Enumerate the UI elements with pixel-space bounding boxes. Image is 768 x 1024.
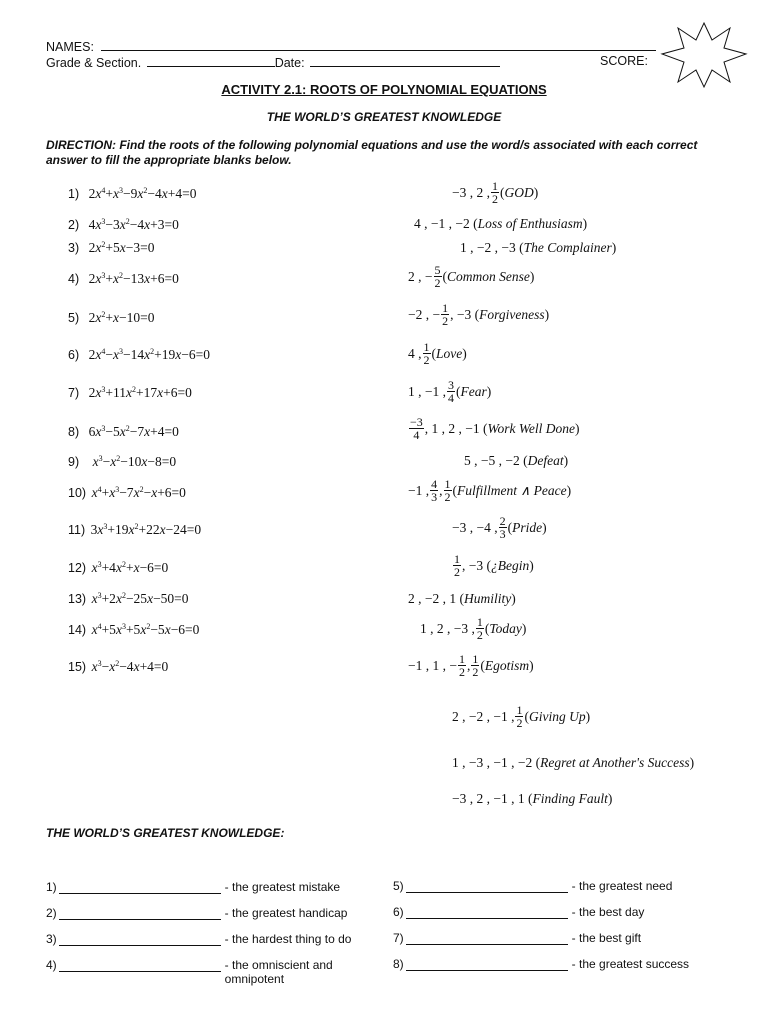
equation-text: $x^3-x^2-10x-8=0$ xyxy=(92,454,177,469)
answer-word: Defeat xyxy=(527,453,564,468)
equation-14 xyxy=(68,622,199,638)
equation-number: 13) xyxy=(68,592,87,606)
equation-3 xyxy=(68,240,154,256)
knowledge-blank-2[interactable] xyxy=(59,906,221,920)
answer-word: Giving Up xyxy=(528,708,586,724)
equation-number: 11) xyxy=(68,523,86,537)
equation-text: $x^3-x^2-4x+4=0$ xyxy=(91,659,169,674)
knowledge-number: 6) xyxy=(393,905,404,919)
knowledge-number: 2) xyxy=(46,906,57,920)
knowledge-desc: - the omniscient and omnipotent xyxy=(224,958,333,986)
knowledge-blank-4[interactable] xyxy=(59,958,221,972)
equation-11 xyxy=(68,522,201,538)
knowledge-desc: - the hardest thing to do xyxy=(224,932,352,946)
answer-word: ¿Begin xyxy=(490,557,530,573)
equation-number: 7) xyxy=(68,386,80,400)
equation-number: 1) xyxy=(68,187,80,201)
equation-text: $6x^3-5x^2-7x+4=0$ xyxy=(88,424,179,439)
equation-text: $2x^4-x^3-14x^2+19x-6=0$ xyxy=(88,347,210,362)
knowledge-number: 8) xyxy=(393,957,404,971)
date-label: Date: xyxy=(274,56,305,70)
answer-choice-9: 5 , −5 , −2 ( Defeat ) xyxy=(464,453,569,468)
knowledge-blank-5[interactable] xyxy=(406,879,568,893)
equation-5 xyxy=(68,310,154,326)
answer-choice-8: $\frac{-3}{4}$ , 1 , 2 , −1 ( Work Well Done ) xyxy=(410,415,580,442)
equation-text: $3x^3+19x^2+22x-24=0$ xyxy=(90,522,202,537)
answer-word: Love xyxy=(436,345,463,361)
equation-text: $x^4+x^3-7x^2-x+6=0$ xyxy=(91,485,186,500)
equation-text: $2x^3+x^2-13x+6=0$ xyxy=(88,271,179,286)
knowledge-blank-1[interactable] xyxy=(59,880,221,894)
answer-choice-13: 2 , −2 , 1 ( Humility ) xyxy=(408,591,516,606)
knowledge-desc: - the best day xyxy=(571,905,645,919)
answer-choice-18: −3 , 2 , −1 , 1 ( Finding Fault ) xyxy=(452,791,613,806)
grade-date-row xyxy=(46,54,500,70)
equation-text: $2x^2+5x-3=0$ xyxy=(88,240,155,255)
answer-word: GOD xyxy=(504,184,534,200)
equation-number: 5) xyxy=(68,311,80,325)
equation-10 xyxy=(68,485,186,501)
grade-section-field[interactable] xyxy=(147,54,275,67)
answer-word: Common Sense xyxy=(447,268,530,284)
answer-choice-6: 4 , $\frac{1}{2}$ ( Love ) xyxy=(408,340,467,367)
page-title: ACTIVITY 2.1: ROOTS OF POLYNOMIAL EQUATIONS xyxy=(221,82,547,97)
equation-13 xyxy=(68,591,189,607)
knowledge-desc: - the greatest handicap xyxy=(224,906,348,920)
answer-choice-10: −1 , $\frac{4}{3}$ , $\frac{1}{2}$ ( Fulfillment ∧ Peace ) xyxy=(408,477,572,504)
answer-word: Work Well Done xyxy=(487,420,576,436)
answer-word: Pride xyxy=(512,519,543,535)
equation-text: $4x^3-3x^2-4x+3=0$ xyxy=(88,217,179,232)
answer-choice-15: −1 , 1 , − $\frac{1}{2}$ , $\frac{1}{2}$ ( Egotism ) xyxy=(408,652,534,679)
equation-2 xyxy=(68,217,179,233)
equation-number: 8) xyxy=(68,425,80,439)
knowledge-desc: - the greatest need xyxy=(571,879,673,893)
answer-word: Fulfillment ∧ Peace xyxy=(457,482,567,498)
equation-number: 6) xyxy=(68,348,80,362)
equation-text: $2x^3+11x^2+17x+6=0$ xyxy=(88,385,192,400)
knowledge-desc: - the greatest success xyxy=(571,957,690,971)
equation-9 xyxy=(68,454,176,470)
answer-choice-17: 1 , −3 , −1 , −2 ( Regret at Another's Success ) xyxy=(452,755,695,770)
knowledge-number: 4) xyxy=(46,958,57,972)
knowledge-desc: - the greatest mistake xyxy=(224,880,341,894)
answer-choice-12: $\frac{1}{2}$ , −3 ( ¿Begin ) xyxy=(454,552,534,579)
knowledge-number: 3) xyxy=(46,932,57,946)
equation-number: 12) xyxy=(68,561,87,575)
knowledge-number: 7) xyxy=(393,931,404,945)
answer-choice-3: 1 , −2 , −3 ( The Complainer ) xyxy=(460,240,617,255)
answer-word: Egotism xyxy=(484,657,530,673)
knowledge-title: THE WORLD’S GREATEST KNOWLEDGE: xyxy=(46,826,285,840)
equation-1 xyxy=(68,186,196,202)
knowledge-desc: - the best gift xyxy=(571,931,642,945)
knowledge-item-3 xyxy=(46,932,366,958)
answer-choice-14: 1 , 2 , −3 , $\frac{1}{2}$ ( Today ) xyxy=(420,615,527,642)
equation-number: 15) xyxy=(68,660,87,674)
answer-word: Humility xyxy=(463,591,512,606)
answer-word: Finding Fault xyxy=(532,791,608,806)
answer-choice-1: −3 , 2 , $\frac{1}{2}$ ( GOD ) xyxy=(452,179,539,206)
knowledge-blank-7[interactable] xyxy=(406,931,568,945)
knowledge-item-1 xyxy=(46,880,366,906)
knowledge-right-column xyxy=(393,879,723,971)
answer-choice-7: 1 , −1 , $\frac{3}{4}$ ( Fear ) xyxy=(408,378,492,405)
knowledge-item-2 xyxy=(46,906,366,932)
answer-word: Today xyxy=(489,620,522,636)
score-label: SCORE: xyxy=(600,54,648,68)
knowledge-number: 5) xyxy=(393,879,404,893)
equation-number: 3) xyxy=(68,241,80,255)
equation-text: $x^3+2x^2-25x-50=0$ xyxy=(91,591,189,606)
knowledge-item-6 xyxy=(393,905,723,931)
answer-choice-4: 2 , − $\frac{5}{2}$ ( Common Sense ) xyxy=(408,263,535,290)
equation-text: $x^3+4x^2+x-6=0$ xyxy=(91,560,169,575)
knowledge-item-8 xyxy=(393,957,723,971)
score-star-icon xyxy=(660,20,748,90)
equation-15 xyxy=(68,659,168,675)
equation-12 xyxy=(68,560,168,576)
equation-number: 9) xyxy=(68,455,80,469)
answer-choice-16: 2 , −2 , −1 , $\frac{1}{2}$ ( Giving Up ) xyxy=(452,703,591,730)
direction-text: DIRECTION: Find the roots of the following polynomial equations and use the word/s associated with each correct answer to fill the appropriate blanks below. xyxy=(46,138,698,167)
page-subtitle: THE WORLD’S GREATEST KNOWLEDGE xyxy=(266,110,502,124)
knowledge-blank-3[interactable] xyxy=(59,932,221,946)
equation-number: 4) xyxy=(68,272,80,286)
equation-number: 14) xyxy=(68,623,87,637)
equation-text: $2x^4+x^3-9x^2-4x+4=0$ xyxy=(88,186,197,201)
knowledge-left-column xyxy=(46,880,366,986)
grade-section-label: Grade & Section. xyxy=(46,56,142,70)
answer-word: The Complainer xyxy=(523,240,612,255)
knowledge-blank-6[interactable] xyxy=(406,905,568,919)
equation-text: $2x^2+x-10=0$ xyxy=(88,310,155,325)
names-label: NAMES: xyxy=(46,40,94,54)
equation-6 xyxy=(68,347,210,363)
answer-choice-5: −2 , − $\frac{1}{2}$ , −3 ( Forgiveness ) xyxy=(408,301,550,328)
answer-word: Loss of Enthusiasm xyxy=(477,216,583,231)
answer-word: Regret at Another's Success xyxy=(540,755,690,770)
names-field[interactable] xyxy=(101,38,656,51)
equation-number: 10) xyxy=(68,486,87,500)
knowledge-item-7 xyxy=(393,931,723,957)
answer-choice-2: 4 , −1 , −2 ( Loss of Enthusiasm ) xyxy=(414,216,588,231)
answer-word: Forgiveness xyxy=(479,306,545,322)
equation-4 xyxy=(68,271,179,287)
knowledge-item-5 xyxy=(393,879,723,905)
knowledge-number: 1) xyxy=(46,880,57,894)
names-row xyxy=(46,38,656,54)
date-field[interactable] xyxy=(310,54,500,67)
answer-word: Fear xyxy=(460,383,487,399)
equation-8 xyxy=(68,424,179,440)
answer-choice-11: −3 , −4 , $\frac{2}{3}$ ( Pride ) xyxy=(452,514,547,541)
equation-7 xyxy=(68,385,192,401)
knowledge-blank-8[interactable] xyxy=(406,957,568,971)
equation-number: 2) xyxy=(68,218,80,232)
knowledge-item-4 xyxy=(46,958,366,986)
equation-text: $x^4+5x^3+5x^2-5x-6=0$ xyxy=(91,622,200,637)
